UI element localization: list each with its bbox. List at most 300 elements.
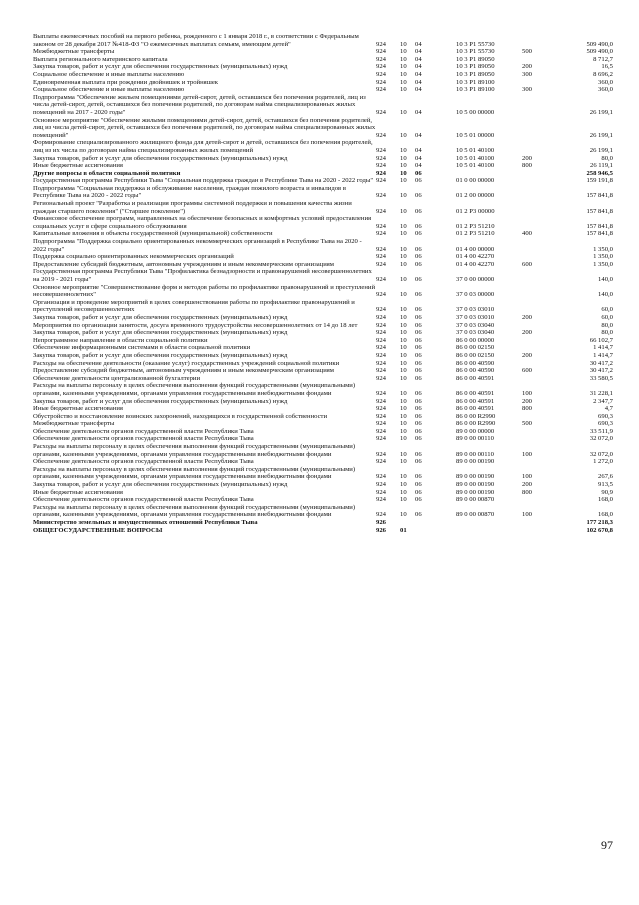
row-amount: 177 218,3 [586, 519, 613, 526]
row-subsection-code: 06 [415, 397, 422, 405]
row-name: Формирование специализированного жилищного фонда для детей-сирот и детей, оставшихся без попечения родителей, лиц из их числа по договорам найма специализированных жилых помещений [33, 139, 373, 154]
table-row [33, 33, 613, 48]
row-amount: 16,5 [601, 63, 613, 71]
table-row [33, 375, 613, 383]
row-amount: 509 490,0 [586, 40, 613, 48]
row-subsection-code: 04 [415, 63, 422, 71]
row-expense-type-code: 600 [522, 260, 532, 268]
row-ministry-code: 924 [376, 488, 386, 496]
row-section-code: 10 [400, 146, 407, 154]
row-target-article-code: 89 0 00 00190 [456, 458, 495, 466]
row-subsection-code: 06 [415, 367, 422, 375]
row-expense-type-code [522, 268, 546, 283]
row-section-code: 10 [400, 435, 407, 443]
row-target-article-code: 89 0 00 00110 [456, 450, 494, 458]
table-row [33, 155, 613, 163]
row-target-article-code: 01 4 00 42270 [456, 253, 495, 261]
table-row [33, 489, 613, 497]
table-row [33, 139, 613, 154]
row-section-code: 10 [400, 351, 407, 359]
table-row [33, 420, 613, 428]
row-expense-type-code: 200 [522, 351, 532, 359]
row-name: Расходы на выплаты персоналу в целях обеспечения выполнения функций государственными (муниципальными) органами, казенными учреждениями, органами управления государственными внебюджетными фондами [33, 465, 356, 481]
row-target-article-code: 86 0 00 40590 [456, 367, 495, 375]
page-number: 97 [601, 838, 613, 852]
row-amount: 159 191,8 [586, 177, 613, 185]
table-row [33, 352, 613, 360]
row-subsection-code: 04 [415, 86, 422, 94]
row-section-code: 10 [400, 207, 407, 215]
row-amount: 26 199,1 [589, 146, 613, 154]
row-amount: 157 841,8 [586, 192, 613, 200]
row-expense-type-code: 200 [522, 313, 532, 321]
row-amount: 80,0 [601, 329, 613, 337]
row-name: Иные бюджетные ассигнования [33, 162, 123, 170]
table-row [33, 443, 613, 458]
row-ministry-code: 924 [376, 473, 386, 481]
row-ministry-code: 924 [376, 405, 386, 413]
table-row [33, 481, 613, 489]
row-name: Поддержка социально ориентированных некоммерческих организаций [33, 253, 234, 261]
row-target-article-code: 89 0 00 00870 [456, 496, 495, 504]
row-target-article-code: 86 0 00 R2990 [456, 420, 496, 428]
row-subsection-code: 06 [415, 169, 422, 177]
row-expense-type-code [522, 322, 546, 330]
row-ministry-code: 924 [376, 78, 386, 86]
row-expense-type-code: 200 [522, 63, 532, 71]
row-amount: 33 511,9 [590, 427, 613, 435]
row-target-article-code: 01 2 P3 51210 [456, 222, 495, 230]
row-target-article-code [456, 519, 522, 527]
row-name: Социальное обеспечение и иные выплаты населению [33, 86, 185, 94]
row-name: Капитальные вложения в объекты государственной (муниципальной) собственности [33, 230, 273, 238]
row-subsection-code: 06 [415, 306, 422, 314]
table-row [33, 200, 613, 215]
row-name: Обеспечение деятельности органов государственной власти Республики Тыва [33, 435, 254, 443]
table-row [33, 299, 613, 314]
row-ministry-code: 924 [376, 70, 386, 78]
row-ministry-code: 924 [376, 207, 386, 215]
row-target-article-code: 01 2 P3 51210 [456, 230, 495, 238]
row-amount: 8 712,7 [593, 55, 613, 63]
row-ministry-code: 924 [376, 108, 386, 116]
row-subsection-code: 04 [415, 55, 422, 63]
row-name: Социальное обеспечение и иные выплаты населению [33, 70, 185, 78]
row-section-code: 10 [400, 162, 407, 170]
row-ministry-code: 924 [376, 260, 386, 268]
row-ministry-code: 924 [376, 313, 386, 321]
row-amount: 60,0 [601, 306, 613, 314]
row-name: Финансовое обеспечение программ, направленных на обеспечение безопасных и комфортных условий предоставления социальных услуг в сфере социального обслуживания [33, 215, 372, 230]
table-row [33, 94, 613, 117]
row-target-article-code: 10 5 01 40100 [456, 146, 495, 154]
table-row [33, 162, 613, 170]
table-row [33, 367, 613, 375]
row-section-code: 10 [400, 420, 407, 428]
row-name: Министерство земельных и имущественных отношений Республики Тыва [33, 519, 258, 526]
row-target-article-code: 10 3 P1 55730 [456, 48, 495, 56]
row-amount: 80,0 [601, 154, 613, 162]
row-ministry-code: 924 [376, 427, 386, 435]
row-section-code: 10 [400, 336, 407, 344]
row-expense-type-code [522, 519, 546, 527]
row-amount: 102 670,8 [586, 526, 613, 534]
table-row [33, 382, 613, 397]
row-amount: 168,0 [598, 511, 613, 519]
row-name: Организация и проведение мероприятий в целях совершенствования работы по профилактике правонарушений и преступлений несовершеннолетних [33, 298, 355, 314]
row-amount: 157 841,8 [586, 230, 613, 238]
table-row [33, 458, 613, 466]
row-ministry-code: 924 [376, 450, 386, 458]
row-target-article-code: 37 0 03 00000 [456, 291, 495, 299]
row-subsection-code: 04 [415, 108, 422, 116]
row-target-article-code: 01 0 00 00000 [456, 177, 495, 185]
row-expense-type-code: 800 [522, 405, 532, 413]
row-section-code: 10 [400, 367, 407, 375]
row-subsection-code [415, 519, 456, 527]
row-section-code: 10 [400, 488, 407, 496]
row-section-code: 10 [400, 458, 407, 466]
row-name: Региональный проект "Разработка и реализация программы системной поддержки и повышения качества жизни граждан старшего поколения" ("Старшее поколение") [33, 200, 352, 215]
row-amount: 168,0 [598, 496, 613, 504]
row-section-code: 10 [400, 481, 407, 489]
row-expense-type-code [522, 33, 546, 48]
table-row [33, 215, 613, 230]
row-expense-type-code [522, 177, 546, 185]
row-section-code: 01 [400, 526, 407, 534]
row-ministry-code: 924 [376, 435, 386, 443]
row-amount: 1 272,0 [593, 458, 613, 466]
row-section-code: 10 [400, 245, 407, 253]
table-row [33, 496, 613, 504]
row-expense-type-code [522, 139, 546, 154]
row-expense-type-code [522, 360, 546, 368]
row-amount: 913,5 [598, 481, 613, 489]
row-target-article-code: 01 2 00 00000 [456, 192, 495, 200]
row-subsection-code: 06 [415, 351, 422, 359]
row-target-article-code: 10 3 P1 89100 [456, 78, 495, 86]
row-ministry-code: 924 [376, 291, 386, 299]
row-section-code [400, 519, 415, 527]
row-target-article-code: 37 0 03 03010 [456, 306, 495, 314]
row-subsection-code: 04 [415, 40, 422, 48]
row-subsection-code: 04 [415, 131, 422, 139]
row-section-code: 10 [400, 344, 407, 352]
row-name: ОБЩЕГОСУДАРСТВЕННЫЕ ВОПРОСЫ [33, 526, 163, 534]
row-section-code: 10 [400, 63, 407, 71]
row-subsection-code: 06 [415, 450, 422, 458]
row-amount: 258 946,5 [586, 169, 613, 177]
row-amount: 33 580,5 [589, 374, 613, 382]
row-expense-type-code [522, 117, 546, 140]
row-ministry-code: 924 [376, 496, 386, 504]
row-section-code: 10 [400, 374, 407, 382]
row-section-code: 10 [400, 177, 407, 185]
row-section-code: 10 [400, 450, 407, 458]
row-subsection-code: 06 [415, 405, 422, 413]
row-section-code: 10 [400, 313, 407, 321]
row-subsection-code: 06 [415, 253, 422, 261]
row-expense-type-code: 200 [522, 329, 532, 337]
row-ministry-code: 924 [376, 458, 386, 466]
row-name: Обустройство и восстановление воинских захоронений, находящихся в государственной собственности [33, 412, 328, 420]
row-target-article-code: 86 0 00 40591 [456, 397, 495, 405]
row-amount: 26 199,1 [589, 131, 613, 139]
row-subsection-code: 06 [415, 329, 422, 337]
row-subsection-code: 06 [415, 245, 422, 253]
row-target-article-code: 86 0 00 40591 [456, 374, 495, 382]
table-row [33, 322, 613, 330]
row-subsection-code: 06 [415, 481, 422, 489]
row-subsection-code: 06 [415, 511, 422, 519]
row-section-code: 10 [400, 496, 407, 504]
row-expense-type-code [522, 200, 546, 215]
row-target-article-code: 10 3 P1 89100 [456, 86, 495, 94]
row-amount: 157 841,8 [586, 222, 613, 230]
row-target-article-code [456, 170, 522, 178]
row-section-code: 10 [400, 276, 407, 283]
row-expense-type-code [522, 238, 546, 253]
row-name: Закупка товаров, работ и услуг для обеспечения государственных (муниципальных) нужд [33, 397, 288, 405]
row-target-article-code: 86 0 00 40591 [456, 389, 495, 397]
row-subsection-code: 06 [415, 389, 422, 397]
row-name: Расходы на выплаты персоналу в целях обеспечения выполнения функций государственными (муниципальными) органами, казенными учреждениями, органами управления государственными внебюджетными фондами [33, 503, 356, 519]
row-amount: 26 199,1 [589, 108, 613, 116]
row-amount: 60,0 [601, 313, 613, 321]
row-expense-type-code [522, 185, 546, 200]
row-name: Основное мероприятие "Обеспечение жилыми помещениями детей-сирот, детей, оставшихся без попечения родителей, лиц из числа детей-сирот, детей, оставшихся без попечения родителей, по договорам найма специализированных жилых помещений" [33, 116, 376, 139]
row-target-article-code: 10 5 01 40100 [456, 154, 495, 162]
row-subsection-code: 06 [415, 207, 422, 215]
row-subsection-code: 06 [415, 420, 422, 428]
table-row [33, 398, 613, 406]
table-row [33, 405, 613, 413]
row-name: Межбюджетные трансферты [33, 420, 115, 428]
row-target-article-code: 86 0 00 02150 [456, 344, 495, 352]
row-ministry-code: 924 [376, 177, 386, 185]
table-row [33, 253, 613, 261]
row-expense-type-code [522, 458, 546, 466]
row-target-article-code: 37 0 03 03010 [456, 313, 495, 321]
row-ministry-code: 924 [376, 420, 386, 428]
row-expense-type-code [522, 94, 546, 117]
row-name: Межбюджетные трансферты [33, 48, 115, 56]
table-row [33, 344, 613, 352]
row-ministry-code: 924 [376, 397, 386, 405]
row-subsection-code: 04 [415, 162, 422, 170]
row-ministry-code: 924 [376, 351, 386, 359]
row-expense-type-code: 100 [522, 473, 532, 481]
row-name: Подпрограмма "Поддержка социально ориентированных некоммерческих организаций в Республике Тыва на 2020 - 2022 годы" [33, 238, 362, 253]
row-expense-type-code: 800 [522, 488, 532, 496]
row-ministry-code: 924 [376, 276, 386, 283]
row-amount: 26 119,1 [590, 162, 613, 170]
row-amount: 140,0 [598, 276, 613, 283]
row-section-code: 10 [400, 291, 407, 299]
row-section-code: 10 [400, 222, 407, 230]
row-expense-type-code [522, 215, 546, 230]
row-ministry-code: 924 [376, 306, 386, 314]
row-name: Расходы на обеспечение деятельности (оказание услуг) государственных учреждений социальной политики [33, 359, 340, 367]
row-amount: 509 490,0 [586, 48, 613, 56]
row-ministry-code: 924 [376, 230, 386, 238]
row-ministry-code: 924 [376, 481, 386, 489]
row-target-article-code: 01 4 00 00000 [456, 245, 495, 253]
row-amount: 66 102,7 [589, 336, 613, 344]
row-subsection-code: 04 [415, 146, 422, 154]
row-amount: 32 072,0 [589, 450, 613, 458]
row-name: Иные бюджетные ассигнования [33, 488, 123, 496]
row-ministry-code: 924 [376, 86, 386, 94]
row-expense-type-code [522, 253, 546, 261]
row-target-article-code: 10 5 00 00000 [456, 108, 495, 116]
table-row [33, 86, 613, 94]
row-expense-type-code [522, 56, 546, 64]
row-subsection-code: 06 [415, 374, 422, 382]
row-target-article-code: 01 4 00 42270 [456, 260, 495, 268]
row-name: Обеспечение информационными системами в области социальной политики [33, 344, 251, 352]
row-expense-type-code: 200 [522, 154, 532, 162]
table-row [33, 284, 613, 299]
row-name: Единовременная выплата при рождении двойняшек и тройняшек [33, 78, 219, 86]
row-ministry-code: 924 [376, 131, 386, 139]
row-subsection-code: 06 [415, 496, 422, 504]
row-target-article-code: 86 0 00 02150 [456, 351, 495, 359]
row-target-article-code: 89 0 00 00110 [456, 435, 494, 443]
row-subsection-code: 04 [415, 48, 422, 56]
row-name: Мероприятия по организации занятости, досуга временного трудоустройства несовершеннолетних от 14 до 18 лет [33, 321, 358, 329]
row-target-article-code: 89 0 00 00870 [456, 511, 495, 519]
row-amount: 267,6 [598, 473, 613, 481]
row-amount: 1 350,0 [593, 253, 613, 261]
row-subsection-code: 06 [415, 260, 422, 268]
row-section-code: 10 [400, 473, 407, 481]
row-ministry-code: 924 [376, 367, 386, 375]
row-section-code: 10 [400, 78, 407, 86]
row-ministry-code: 926 [376, 526, 386, 534]
row-expense-type-code: 800 [522, 162, 532, 170]
row-section-code: 10 [400, 260, 407, 268]
row-name: Выплата регионального материнского капитала [33, 55, 168, 63]
row-target-article-code: 10 5 01 00000 [456, 131, 495, 139]
row-name: Непрограммное направление в области социальной политики [33, 336, 208, 344]
row-section-code: 10 [400, 70, 407, 78]
row-expense-type-code: 200 [522, 481, 532, 489]
row-amount: 2 347,7 [593, 397, 613, 405]
table-row [33, 79, 613, 87]
row-amount: 30 417,2 [589, 367, 613, 375]
row-section-code: 10 [400, 389, 407, 397]
row-expense-type-code: 500 [522, 420, 532, 428]
table-row [33, 504, 613, 519]
row-target-article-code: 37 0 03 03040 [456, 321, 495, 329]
row-ministry-code: 924 [376, 245, 386, 253]
row-expense-type-code [522, 435, 546, 443]
row-target-article-code: 01 2 P3 00000 [456, 207, 495, 215]
row-ministry-code: 924 [376, 412, 386, 420]
row-target-article-code: 10 5 01 40100 [456, 162, 495, 170]
row-section-code: 10 [400, 412, 407, 420]
row-amount: 8 696,2 [593, 70, 613, 78]
row-amount: 690,3 [598, 420, 613, 428]
row-section-code: 10 [400, 86, 407, 94]
row-ministry-code: 924 [376, 63, 386, 71]
row-name: Обеспечение деятельности органов государственной власти Республики Тыва [33, 496, 254, 504]
row-section-code: 10 [400, 108, 407, 116]
row-name: Другие вопросы в области социальной политики [33, 169, 181, 177]
table-row [33, 360, 613, 368]
row-ministry-code: 924 [376, 154, 386, 162]
row-subsection-code: 06 [415, 488, 422, 496]
row-name: Расходы на выплаты персоналу в целях обеспечения выполнения функций государственными (муниципальными) органами, казенными учреждениями, органами управления государственными внебюджетными фондами [33, 443, 356, 458]
row-name: Закупка товаров, работ и услуг для обеспечения государственных (муниципальных) нужд [33, 154, 288, 162]
row-section-code: 10 [400, 40, 407, 48]
row-amount: 360,0 [598, 78, 613, 86]
row-amount: 140,0 [598, 291, 613, 299]
row-target-article-code: 10 3 P1 89050 [456, 70, 495, 78]
row-target-article-code: 86 0 00 R2990 [456, 412, 496, 420]
row-subsection-code: 04 [415, 154, 422, 162]
table-row [33, 177, 613, 185]
row-amount: 30 417,2 [589, 359, 613, 367]
row-expense-type-code: 100 [522, 450, 532, 458]
row-name: Подпрограмма "Социальная поддержка и обслуживание населения, граждан пожилого возраста и инвалидов в Республике Тыва на 2020 - 2022 годы" [33, 184, 346, 200]
table-row [33, 261, 613, 269]
row-expense-type-code [522, 299, 546, 314]
table-row [33, 337, 613, 345]
row-expense-type-code: 300 [522, 70, 532, 78]
row-name: Закупка товаров, работ и услуг для обеспечения государственных (муниципальных) нужд [33, 313, 288, 321]
row-amount: 31 228,1 [589, 389, 613, 397]
row-section-code: 10 [400, 131, 407, 139]
row-amount: 1 414,7 [593, 351, 613, 359]
row-section-code: 10 [400, 48, 407, 56]
row-name: Обеспечение деятельности централизованной бухгалтерии [33, 374, 201, 382]
table-row [33, 63, 613, 71]
row-subsection-code: 06 [415, 276, 422, 283]
row-target-article-code: 10 3 P1 55730 [456, 40, 495, 48]
table-row [33, 435, 613, 443]
row-amount: 1 414,7 [593, 344, 613, 352]
row-name: Закупка товаров, работ и услуг для обеспечения государственных (муниципальных) нужд [33, 329, 288, 337]
row-ministry-code: 924 [376, 511, 386, 519]
row-target-article-code: 10 3 P1 89050 [456, 63, 495, 71]
row-section-code: 10 [400, 192, 407, 200]
row-amount: 4,7 [604, 405, 613, 413]
row-name: Выплаты ежемесячных пособий на первого ребенка, рожденного с 1 января 2018 г., в соответствии с Федеральным законом от 28 декабря 2017 №418-ФЗ "О ежемесячных выплатах семьям, имеющим детей" [33, 33, 359, 48]
row-target-article-code: 37 0 03 03040 [456, 329, 495, 337]
row-subsection-code: 06 [415, 291, 422, 299]
table-row [33, 117, 613, 140]
table-row [33, 238, 613, 253]
row-subsection-code: 06 [415, 435, 422, 443]
row-ministry-code: 924 [376, 48, 386, 56]
row-expense-type-code [522, 344, 546, 352]
row-target-article-code [456, 527, 522, 535]
row-ministry-code: 924 [376, 329, 386, 337]
table-row [33, 71, 613, 79]
row-name: Обеспечение деятельности органов государственной власти Республики Тыва [33, 427, 254, 435]
row-subsection-code: 06 [415, 412, 422, 420]
budget-table [33, 33, 613, 534]
row-name: Закупка товаров, работ и услуг для обеспечения государственных (муниципальных) нужд [33, 63, 288, 71]
row-subsection-code: 06 [415, 230, 422, 238]
row-expense-type-code [522, 527, 546, 535]
row-expense-type-code [522, 375, 546, 383]
table-row [33, 185, 613, 200]
row-ministry-code: 924 [376, 374, 386, 382]
row-name: Государственная программа Республики Тыва "Профилактика безнадзорности и правонарушений несовершеннолетних на 2019 - 2021 годы" [33, 268, 372, 283]
